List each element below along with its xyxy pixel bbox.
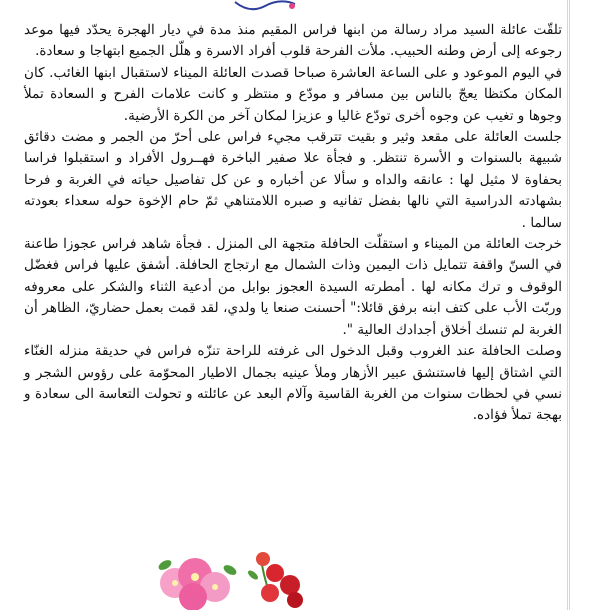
paragraph-2: في اليوم الموعود و على الساعة العاشرة صباحا قصدت العائلة الميناء لاستقبال ابنها الغائب. كان المكان مكتظا يعجّ بالناس بين مسافر و مودّع و منتظر و كانت علامات الفرح و السعادة تملأ وجوها و تغيب عن وجوه أخرى تودّع غاليا و عزيزا لمكان آخر من الكرة الأرضية. bbox=[24, 64, 562, 124]
pink-flower-cluster-icon bbox=[157, 558, 238, 610]
story-text bbox=[24, 20, 562, 427]
red-flower-cluster-icon bbox=[246, 552, 303, 608]
paragraph-1: تلقّت عائلة السيد مراد رسالة من ابنها فراس المقيم منذ مدة في ديار الهجرة يحدّد فيها موعد رجوعه إلى أرض وطنه الحبيب. ملأت الفرحة قلوب أفراد الاسرة و هلّل الجميع ابتهاجا و سعادة. bbox=[24, 22, 562, 60]
paragraph-4: خرجت العائلة من الميناء و استقلّت الحافلة متجهة الى المنزل . فجأة شاهد فراس عجوزا طاعنة في السنّ واقفة تتمايل ذات اليمين وذات الشمال مع ارتجاج الحافلة. أشفق عليها فراس فغضّل الوقوف و ترك مكانه لها . أمطرته السيدة العجوز بوابل من أدعية الثناء والشكر على معروفه وربّت الأب على كتف ابنه برفق قائلا:" أحسنت صنعا يا ولدي، لقد قمت بعمل حضاريّ، الظاهر أن الغربة لم تنسك أخلاق أجدادك العالية ". bbox=[24, 236, 562, 338]
flowers-image-icon bbox=[145, 545, 315, 610]
paragraph-3: جلست العائلة على مقعد وثير و بقيت تترقب مجيء فراس على أحرّ من الجمر و مضت دقائق شبيهة بالسنوات و الأسرة تنتظر. و فجأة علا صفير الباخرة فهــرول الأفراد و استقبلوا فراسا بحفاوة لا مثيل لها : عانقه والداه و سألا عن أخباره و عن كل تفاصيل حياته في الغربة و فرحا بشهادته الدراسية التي نالها بفضل تفانيه و صبره اللامتناهي ثمّ حام الإخوة حوله سعداء بعودته سالما . bbox=[24, 129, 562, 231]
paragraph-5: وصلت الحافلة عند الغروب وقبل الدخول الى غرفته للراحة تنزّه فراس في حديقة منزله الغنّاء التي اشتاق إليها فاستنشق عبير الأزهار وملأ عينيه بجمال الاطيار المحوّمة على رؤوس الشجر و نسي في لحظات سنوات من الغربة القاسية وآلام البعد عن عائلته و تحولت التعاسة الى سعادة و بهجة تملأ فؤاده. bbox=[24, 343, 562, 424]
decorative-swash-icon bbox=[230, 0, 300, 14]
